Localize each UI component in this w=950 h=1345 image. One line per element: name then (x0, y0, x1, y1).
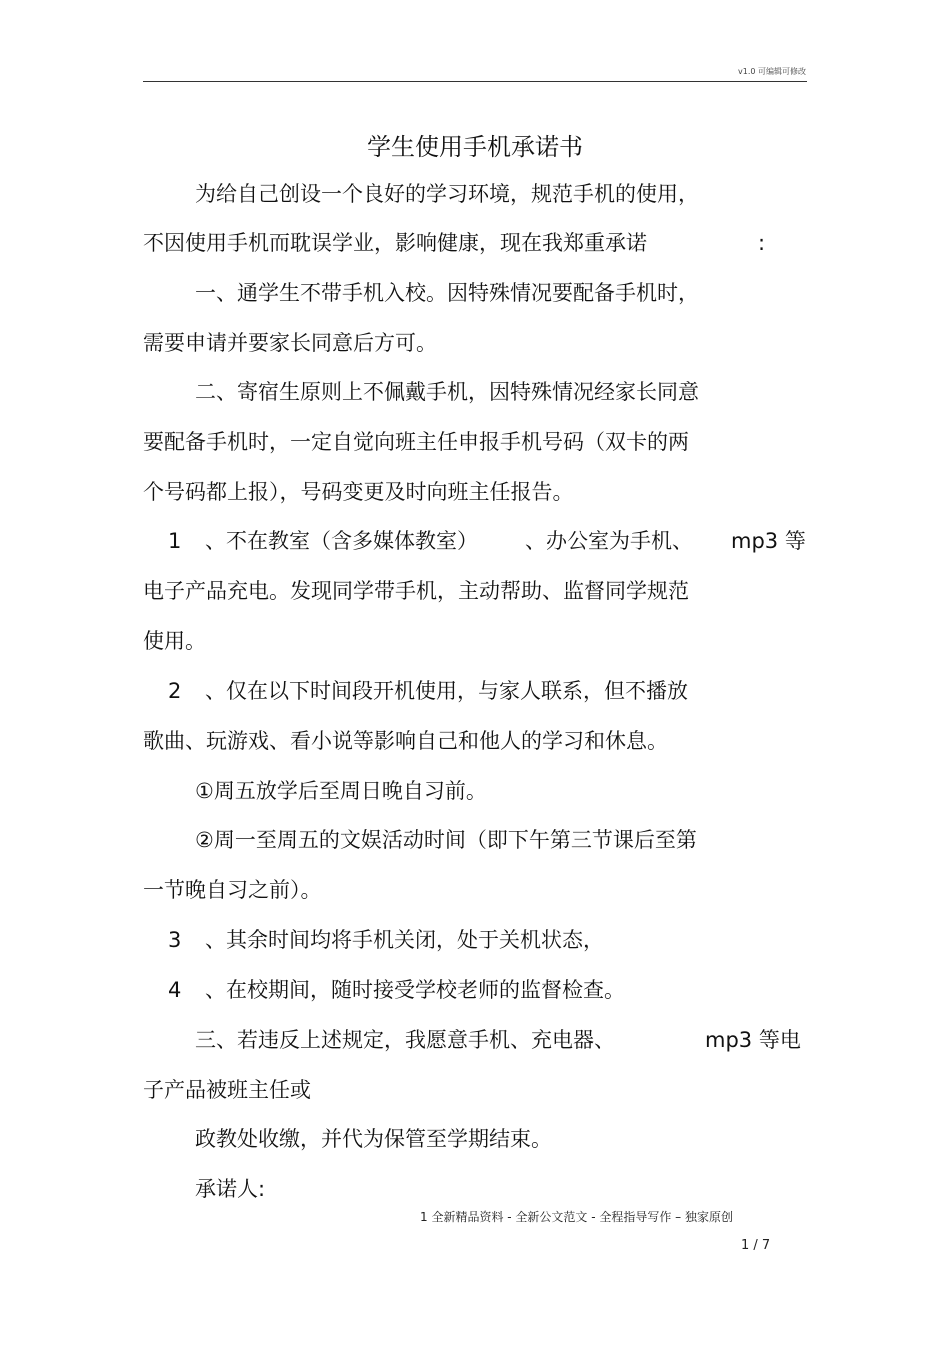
item-3-text: 、其余时间均将手机关闭，处于关机状态， (205, 928, 604, 952)
intro-colon: : (758, 231, 766, 255)
item-1-number: 1 (168, 529, 182, 553)
section-2-line-3: 个号码都上报），号码变更及时向班主任报告。 (143, 480, 574, 504)
item-1-part-b: 、办公室为手机、 (525, 529, 693, 553)
section-3-part-a: 三、若违反上述规定，我愿意手机、充电器、 (195, 1028, 615, 1052)
section-2-line-2: 要配备手机时，一定自觉向班主任申报手机号码（双卡的两 (143, 430, 689, 454)
header-rule (143, 81, 807, 82)
item-1-part-c: mp3 等 (731, 529, 806, 553)
item-4-text: 、在校期间，随时接受学校老师的监督检查。 (205, 978, 625, 1002)
item-2-text: 、仅在以下时间段开机使用，与家人联系，但不播放 (205, 679, 688, 703)
page-number: 1 / 7 (741, 1238, 771, 1253)
item-2-line-2: 歌曲、玩游戏、看小说等影响自己和他人的学习和休息。 (143, 729, 668, 753)
section-1-line-2: 需要申请并要家长同意后方可。 (143, 331, 437, 355)
section-3-part-b: mp3 等电 (705, 1028, 801, 1052)
section-2-line-1: 二、寄宿生原则上不佩戴手机，因特殊情况经家长同意 (195, 380, 699, 404)
item-2-sub-2-line-1: ②周一至周五的文娱活动时间（即下午第三节课后至第 (195, 828, 697, 852)
intro-line-2-text: 不因使用手机而耽误学业，影响健康，现在我郑重承诺 (143, 231, 647, 255)
item-1-line-3: 使用。 (143, 629, 206, 653)
section-3-line-2: 子产品被班主任或 (143, 1078, 311, 1102)
item-2-number: 2 (168, 679, 182, 703)
item-1-line-2: 电子产品充电。发现同学带手机，主动帮助、监督同学规范 (143, 579, 689, 603)
item-3-number: 3 (168, 928, 182, 952)
section-3-line-3: 政教处收缴，并代为保管至学期结束。 (195, 1127, 552, 1151)
item-1-part-a: 、不在教室（含多媒体教室） (205, 529, 478, 553)
item-2-sub-2-line-2: 一节晚自习之前）。 (143, 878, 322, 902)
signature-label: 承诺人: (195, 1177, 266, 1201)
document-title: 学生使用手机承诺书 (367, 133, 583, 161)
section-1-line-1: 一、通学生不带手机入校。因特殊情况要配备手机时， (195, 281, 699, 305)
intro-line-1: 为给自己创设一个良好的学习环境，规范手机的使用， (195, 182, 699, 206)
item-4-number: 4 (168, 978, 182, 1002)
item-2-sub-1: ①周五放学后至周日晚自习前。 (195, 779, 487, 803)
footer-tagline: 1 全新精品资料 - 全新公文范文 - 全程指导写作 – 独家原创 (420, 1210, 733, 1224)
header-version: v1.0 可编辑可修改 (738, 67, 806, 76)
